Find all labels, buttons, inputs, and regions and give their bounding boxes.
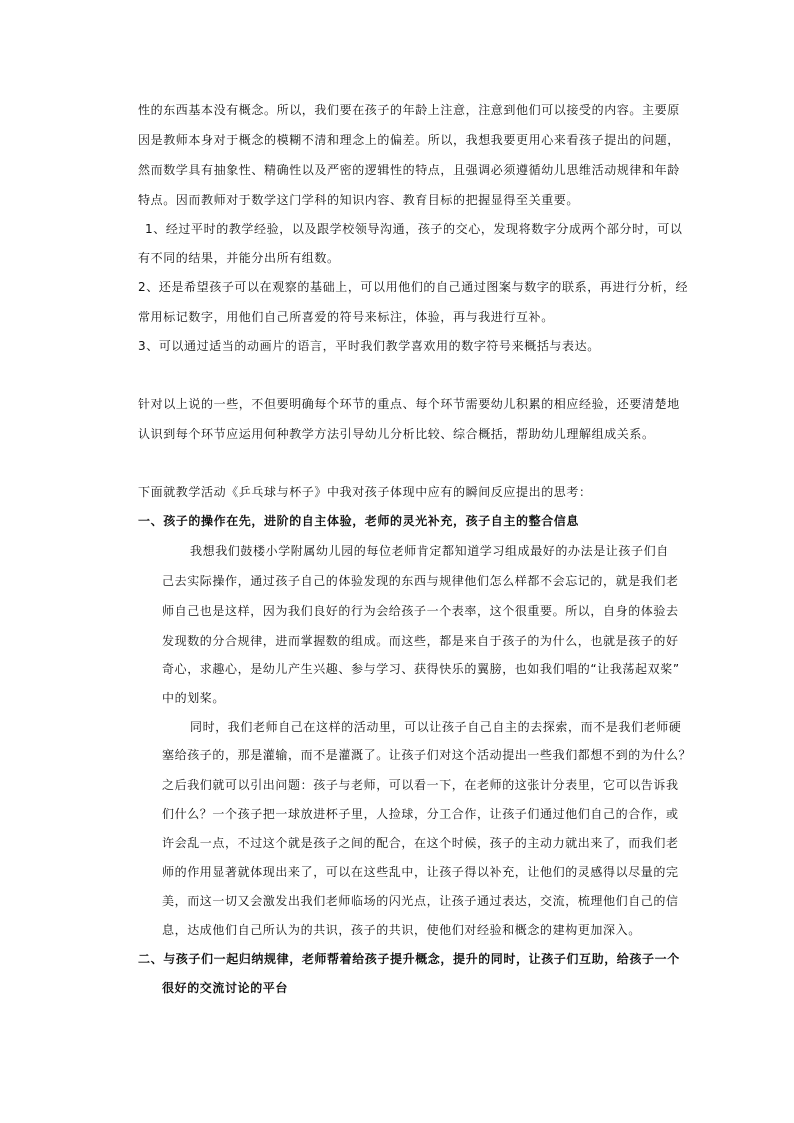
text-line: 认识到每个环节应运用何种教学方法引导幼儿分析比较、综合概括，帮助幼儿理解组成关系。 [138,427,655,441]
text-line: 塞给孩子的，那是灌输，而不是灌溉了。让孩子们对这个活动提出一些我们都想不到的为什么？ [162,748,692,762]
text-line: 奇心，求趣心，是幼儿产生兴趣、参与学习、获得快乐的翼膀，也如我们唱的“让我荡起双桨” [162,662,680,676]
list-item-3: 3、可以通过适当的动画片的语言，平时我们教学喜欢用的数字符号来概括与表达。 [138,339,600,353]
text-line: 师的作用显著就体现出来了，可以在这些乱中，让孩子得以补充，让他们的灵感得以尽量的完 [162,865,679,879]
text-line: 之后我们就可以引出问题：孩子与老师，可以看一下，在老师的这张计分表里，它可以告诉我 [162,778,679,792]
text-line: 性的东西基本没有概念。所以，我们要在孩子的年龄上注意，注意到他们可以接受的内容。主要原 [138,103,680,117]
text-line: 息，达成他们自己所认为的共识，孩子的共识，使他们对经验和概念的建构更加深入。 [162,923,641,937]
text-line: 己去实际操作，通过孩子自己的体验发现的东西与规律他们怎么样都不会忘记的，就是我们老 [162,574,679,588]
text-line: 因是教师本身对于概念的模糊不清和理念上的偏差。所以，我想我要更用心来看孩子提出的问题， [138,133,680,147]
text-line: 然而数学具有抽象性、精确性以及严密的逻辑性的特点，且强调必须遵循幼儿思维活动规律和年龄 [138,163,680,177]
text-line: 同时，我们老师自己在这样的活动里，可以让孩子自己自主的去探索，而不是我们老师硬 [190,720,682,734]
text-line: 发现数的分合规律，进而掌握数的组成。而这些，都是来自于孩子的为什么，也就是孩子的好 [162,634,679,648]
text-line: 下面就教学活动《乒乓球与杯子》中我对孩子体现中应有的瞬间反应提出的思考： [138,485,592,499]
text-line: 特点。因而教师对于数学这门学科的知识内容、教育目标的把握显得至关重要。 [138,193,580,207]
text-line: 师自己也是这样，因为我们良好的行为会给孩子一个表率，这个很重要。所以，自身的体验去 [162,604,679,618]
text-line: 们什么？一个孩子把一球放进杯子里，人捡球，分工合作，让孩子们通过他们自己的合作，或 [162,807,679,821]
list-item-2: 2、还是希望孩子可以在观察的基础上，可以用他们的自己通过图案与数字的联系，再进行分析，经 [138,280,689,294]
section-heading-2-continued: 很好的交流讨论的平台 [162,981,289,995]
text-line: 我想我们鼓楼小学附属幼儿园的每位老师肯定都知道学习组成最好的办法是让孩子们自 [190,544,669,558]
section-heading-2: 二、与孩子们一起归纳规律，老师帮着给孩子提升概念，提升的同时，让孩子们互助，给孩子一个 [138,952,680,966]
text-line: 美，而这一切又会激发出我们老师临场的闪光点，让孩子通过表达，交流，梳理他们自己的信 [162,894,679,908]
text-line: 许会乱一点，不过这个就是孩子之间的配合，在这个时候，孩子的主动力就出来了，而我们老 [162,836,679,850]
text-line: 有不同的结果，并能分出所有组数。 [138,251,340,265]
text-line: 常用标记数字，用他们自己所喜爱的符号来标注，体验，再与我进行互补。 [138,310,554,324]
text-line: 针对以上说的一些，不但要明确每个环节的重点、每个环节需要幼儿积累的相应经验，还要清楚地 [138,397,680,411]
text-line: 中的划桨。 [162,691,226,705]
section-heading-1: 一、孩子的操作在先，进阶的自主体验，老师的灵光补充，孩子自主的整合信息 [138,514,580,528]
list-item-1: 1、经过平时的教学经验，以及跟学校领导沟通，孩子的交心，发现将数字分成两个部分时，可以 [145,222,683,236]
